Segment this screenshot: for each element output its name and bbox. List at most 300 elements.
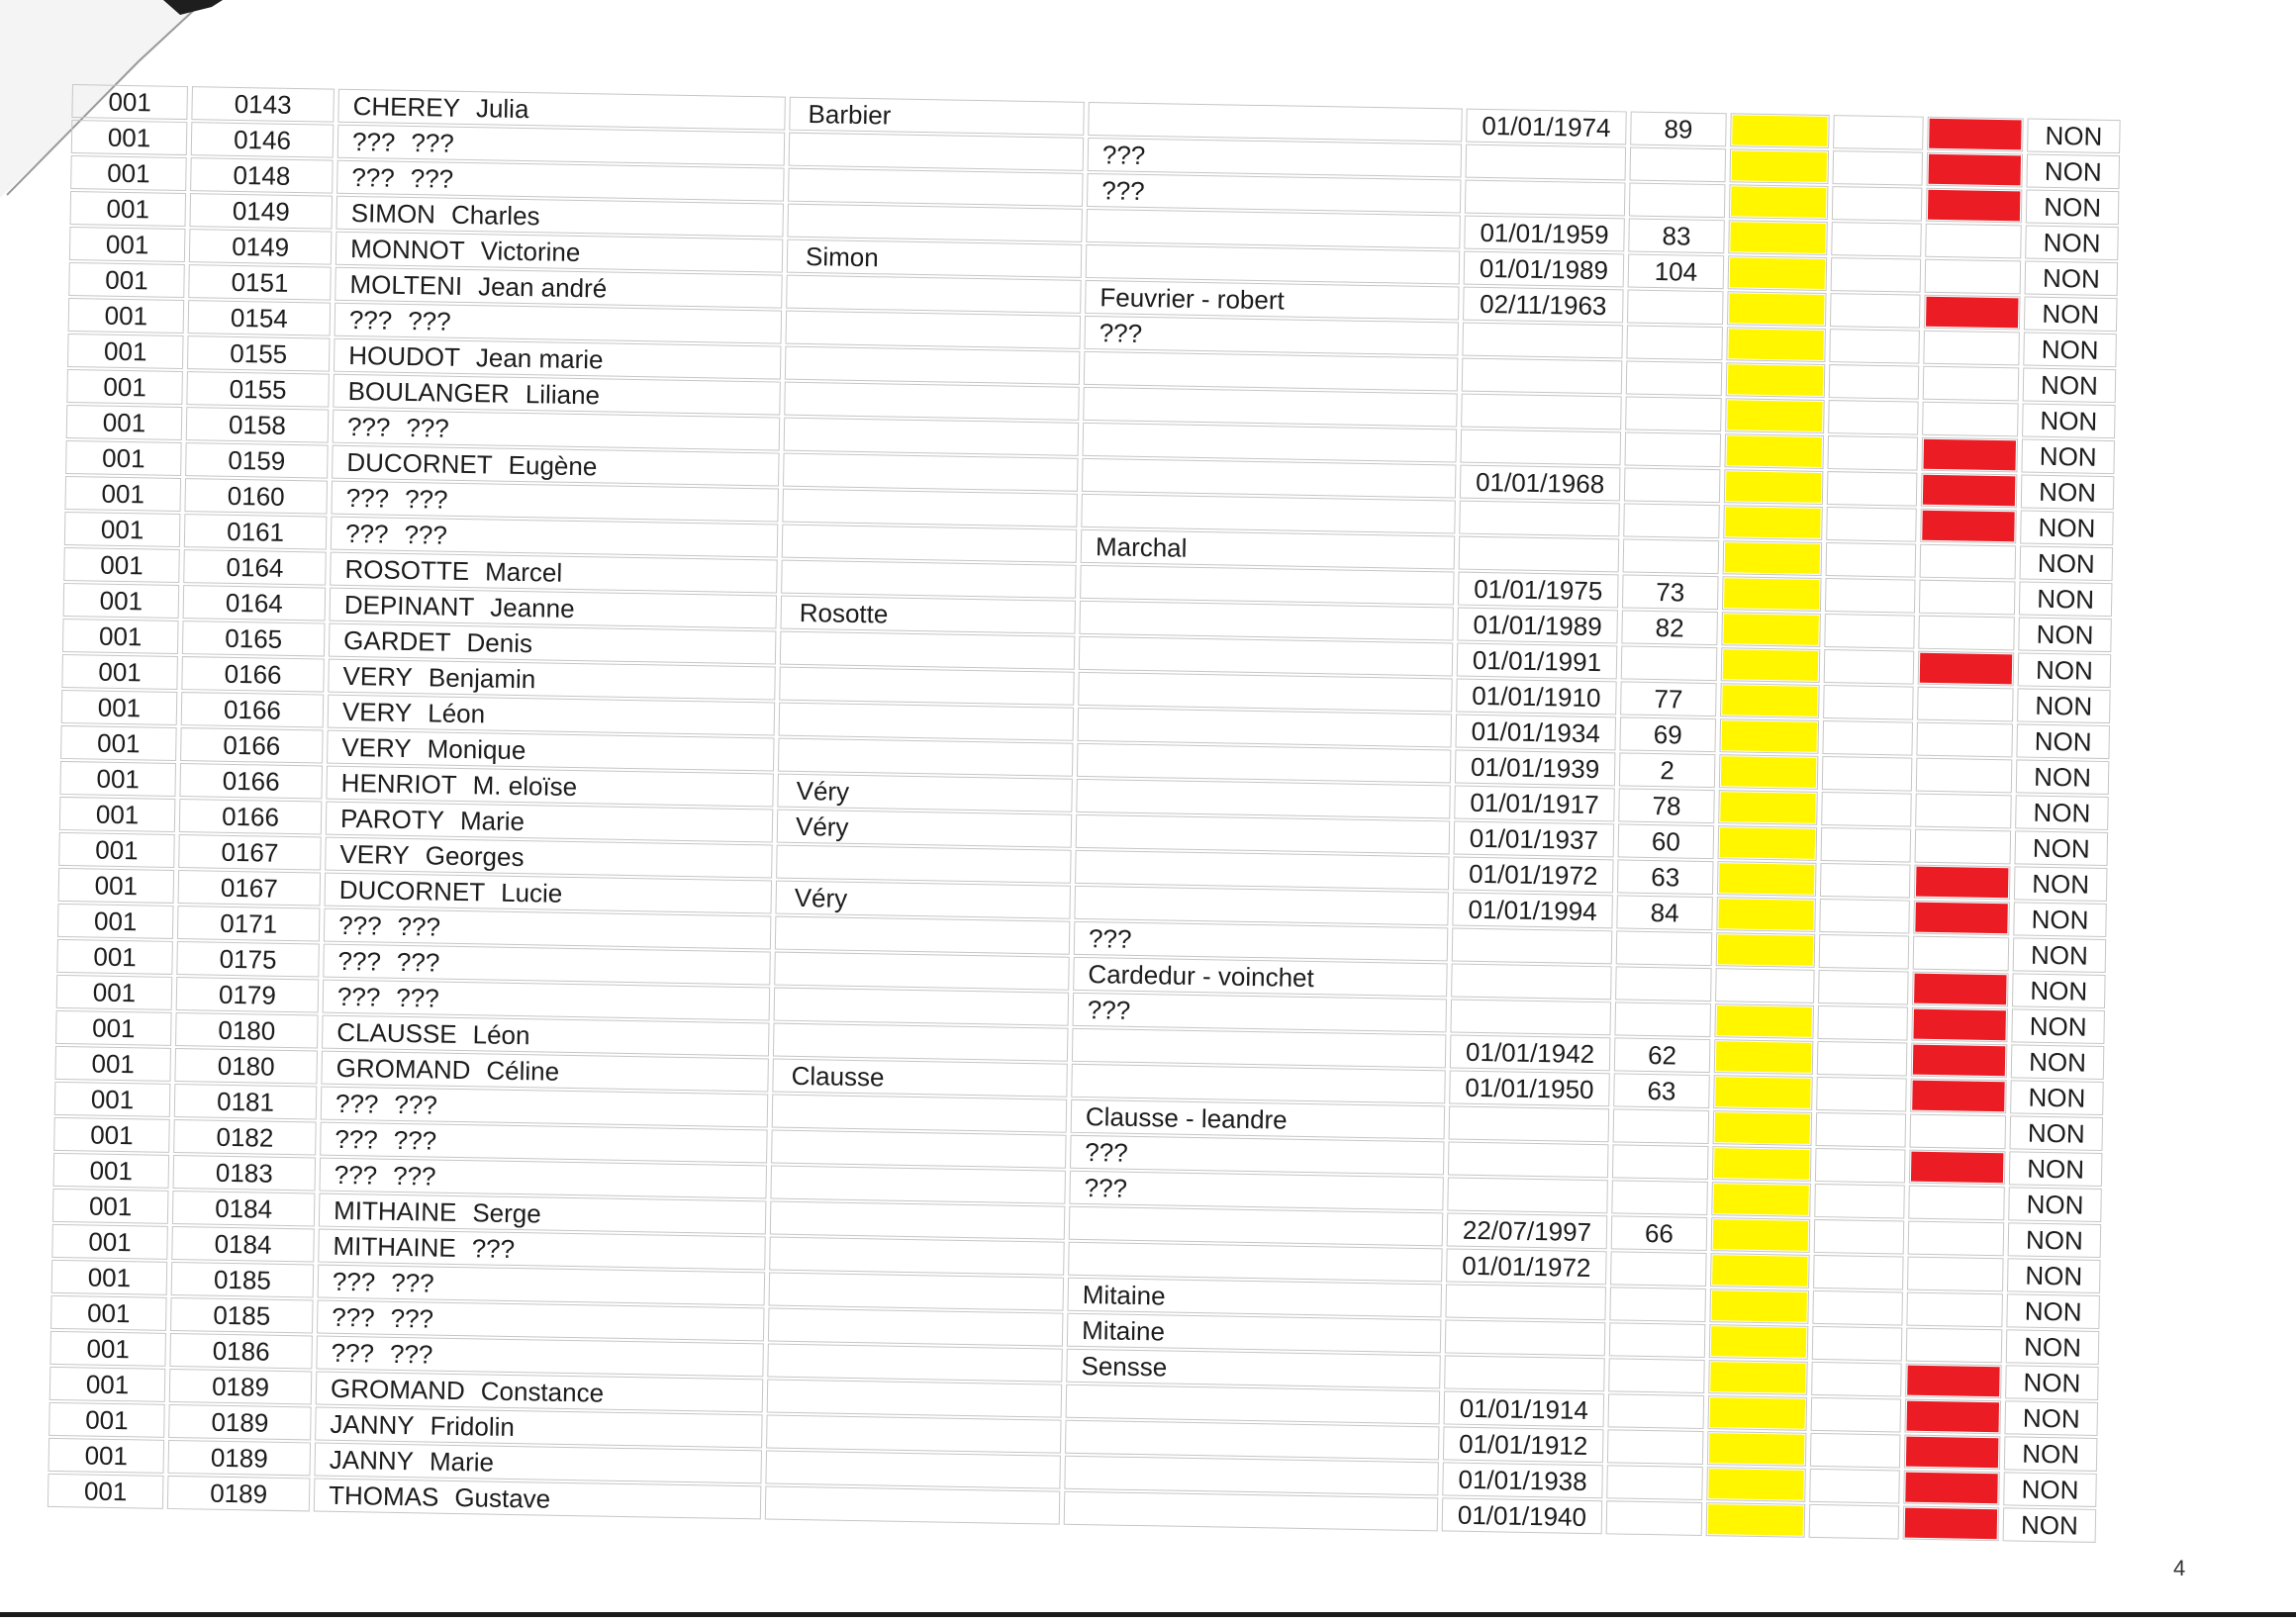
- status-cell: NON: [2014, 866, 2108, 902]
- yellow-marker: [1713, 1184, 1809, 1215]
- record-number-cell: 0184: [171, 1226, 315, 1263]
- spouse-name-cell: [786, 311, 1082, 349]
- first-name: Marie: [429, 1446, 495, 1478]
- first-name: ???: [391, 1267, 434, 1298]
- yellow-marker-cell: [1709, 1324, 1809, 1360]
- section-code-cell: 001: [59, 797, 176, 832]
- red-marker-cell: [1904, 1435, 2001, 1471]
- yellow-marker-cell: [1706, 1502, 1806, 1538]
- status-cell: NON: [2004, 1436, 2098, 1472]
- yellow-marker-cell: [1708, 1395, 1808, 1431]
- status-cell: NON: [2006, 1329, 2100, 1365]
- last-name: JANNY: [330, 1408, 415, 1441]
- spouse-name-cell: [768, 1308, 1064, 1347]
- blank-cell: [1831, 257, 1922, 293]
- yellow-marker-cell: [1729, 184, 1829, 220]
- yellow-marker-cell: [1707, 1431, 1807, 1467]
- family-reference-cell: [1064, 1456, 1439, 1496]
- age-cell: [1616, 930, 1713, 966]
- section-code-cell: 001: [65, 440, 182, 476]
- date-cell: [1459, 536, 1620, 573]
- spouse-name-cell: [766, 1414, 1062, 1453]
- last-name: GARDET: [342, 624, 451, 657]
- yellow-marker: [1725, 507, 1821, 538]
- first-name: Georges: [425, 840, 525, 873]
- last-name: GROMAND: [330, 1373, 466, 1406]
- yellow-marker-cell: [1726, 327, 1826, 362]
- date-cell: 01/01/1939: [1455, 750, 1616, 787]
- status-cell: NON: [2021, 438, 2115, 474]
- status-cell: NON: [2022, 403, 2116, 438]
- yellow-marker-cell: [1727, 291, 1827, 327]
- family-reference-cell: Cardedur - voinchet: [1073, 957, 1448, 998]
- status-cell: NON: [2011, 1008, 2105, 1044]
- red-marker-cell: [1926, 188, 2023, 224]
- red-marker-cell: [1916, 758, 2013, 794]
- blank-cell: [1827, 471, 1918, 507]
- status-cell: NON: [2026, 154, 2120, 190]
- date-cell: 01/01/1950: [1449, 1070, 1610, 1106]
- blank-cell: [1821, 792, 1912, 827]
- first-name: Lucie: [500, 877, 563, 908]
- spouse-name-cell: [773, 1023, 1069, 1062]
- blank-cell: [1820, 863, 1911, 899]
- last-name: CLAUSSE: [336, 1016, 457, 1049]
- status-cell: NON: [2010, 1080, 2104, 1115]
- first-name: Liliane: [525, 379, 601, 411]
- yellow-marker: [1710, 1362, 1806, 1393]
- spouse-name-cell: Véry: [775, 881, 1071, 919]
- yellow-marker-cell: [1726, 362, 1826, 398]
- age-cell: 89: [1630, 112, 1727, 147]
- red-marker: [1905, 1473, 1998, 1504]
- yellow-marker: [1725, 542, 1821, 574]
- date-cell: 01/01/1912: [1443, 1426, 1604, 1463]
- status-cell: NON: [2018, 652, 2112, 688]
- yellow-marker: [1726, 471, 1822, 503]
- date-cell: 01/01/1991: [1457, 643, 1618, 680]
- last-name: ???: [351, 161, 396, 193]
- blank-cell: [1814, 1219, 1905, 1255]
- first-name: ???: [471, 1233, 516, 1265]
- age-cell: 69: [1619, 716, 1716, 752]
- yellow-marker: [1729, 293, 1825, 325]
- red-marker-cell: [1904, 1399, 2001, 1435]
- blank-cell: [1810, 1397, 1901, 1433]
- blank-cell: [1823, 685, 1914, 720]
- first-name: ???: [394, 1089, 438, 1120]
- red-marker-cell: [1906, 1292, 2003, 1328]
- record-number-cell: 0149: [189, 193, 333, 230]
- first-name: ???: [396, 982, 439, 1013]
- yellow-marker: [1718, 934, 1814, 966]
- section-code-cell: 001: [49, 1331, 166, 1367]
- record-number-cell: 0166: [179, 763, 323, 800]
- spouse-name-cell: [784, 382, 1080, 421]
- family-reference-cell: [1072, 1028, 1447, 1069]
- first-name: Jean marie: [475, 342, 604, 375]
- red-marker: [1905, 1508, 1998, 1540]
- last-name: DEPINANT: [343, 589, 475, 622]
- family-reference-cell: [1083, 387, 1458, 428]
- yellow-marker-cell: [1730, 148, 1830, 184]
- age-cell: [1615, 966, 1712, 1002]
- yellow-marker: [1722, 685, 1818, 716]
- age-cell: [1607, 1429, 1704, 1465]
- spouse-name-cell: [767, 1379, 1063, 1417]
- date-cell: 01/01/1910: [1456, 679, 1617, 716]
- section-code-cell: 001: [55, 1010, 172, 1046]
- last-name: ???: [332, 1266, 376, 1297]
- status-cell: NON: [2025, 260, 2119, 296]
- blank-cell: [1824, 649, 1915, 685]
- yellow-marker: [1710, 1397, 1806, 1429]
- spouse-name-cell: Simon: [787, 239, 1083, 278]
- first-name: M. eloïse: [472, 770, 578, 803]
- record-number-cell: 0171: [177, 906, 321, 942]
- record-number-cell: 0164: [183, 549, 327, 586]
- status-cell: NON: [2004, 1400, 2098, 1436]
- first-name: ???: [390, 1302, 434, 1334]
- last-name: THOMAS: [328, 1480, 439, 1512]
- blank-cell: [1811, 1362, 1902, 1397]
- spouse-name-cell: [788, 168, 1084, 207]
- yellow-marker: [1731, 186, 1827, 218]
- spouse-name-cell: [769, 1237, 1065, 1276]
- last-name: VERY: [339, 838, 411, 871]
- red-marker-cell: [1909, 1150, 2006, 1186]
- section-code-cell: 001: [66, 369, 183, 405]
- yellow-marker: [1708, 1469, 1804, 1500]
- first-name: Charles: [450, 199, 540, 232]
- section-code-cell: 001: [71, 120, 188, 155]
- family-reference-cell: [1084, 351, 1459, 392]
- status-cell: NON: [2003, 1507, 2097, 1543]
- date-cell: 01/01/1937: [1454, 821, 1615, 858]
- record-number-cell: 0149: [189, 229, 333, 265]
- date-cell: [1451, 963, 1612, 1000]
- record-number-cell: 0143: [191, 86, 335, 123]
- first-name: Léon: [472, 1019, 530, 1051]
- date-cell: 01/01/1994: [1452, 893, 1613, 929]
- status-cell: NON: [2005, 1365, 2099, 1400]
- date-cell: [1447, 1177, 1608, 1213]
- spouse-name-cell: [778, 738, 1074, 777]
- date-cell: [1461, 430, 1622, 466]
- red-marker-cell: [1926, 152, 2023, 188]
- blank-cell: [1831, 222, 1922, 257]
- family-reference-cell: [1078, 708, 1453, 748]
- family-reference-cell: [1074, 886, 1449, 926]
- yellow-marker: [1714, 1148, 1810, 1180]
- blank-cell: [1827, 435, 1918, 471]
- date-cell: 01/01/1917: [1454, 786, 1615, 822]
- section-code-cell: 001: [59, 761, 176, 797]
- family-reference-cell: ???: [1069, 1171, 1444, 1211]
- first-name: ???: [396, 946, 440, 978]
- family-reference-cell: [1071, 1064, 1446, 1104]
- date-cell: [1461, 394, 1622, 430]
- family-reference-cell: [1079, 601, 1454, 641]
- section-code-cell: 001: [64, 476, 181, 512]
- status-cell: NON: [2012, 973, 2106, 1008]
- section-code-cell: 001: [54, 1082, 171, 1117]
- record-number-cell: 0166: [180, 727, 324, 764]
- age-cell: 82: [1621, 610, 1718, 645]
- last-name: DUCORNET: [346, 446, 493, 480]
- record-number-cell: 0183: [173, 1155, 317, 1192]
- yellow-marker: [1715, 1077, 1811, 1108]
- family-reference-cell: [1078, 672, 1453, 713]
- yellow-marker-cell: [1716, 932, 1816, 968]
- family-reference-cell: Sensse: [1066, 1349, 1441, 1389]
- yellow-marker: [1723, 614, 1819, 645]
- date-cell: 01/01/1914: [1444, 1390, 1605, 1427]
- first-name: Jean andré: [477, 271, 608, 304]
- red-marker-cell: [1923, 331, 2020, 366]
- last-name: CHEREY: [352, 90, 461, 123]
- last-name: MOLTENI: [349, 268, 463, 301]
- spouse-name-cell: [786, 275, 1082, 314]
- red-marker-cell: [1925, 224, 2022, 259]
- section-code-cell: 001: [62, 619, 179, 654]
- red-marker-cell: [1910, 1114, 2007, 1150]
- last-name: VERY: [341, 731, 412, 764]
- red-marker-cell: [1903, 1506, 2000, 1542]
- section-code-cell: 001: [56, 975, 173, 1010]
- date-cell: 01/01/1968: [1460, 465, 1621, 502]
- red-marker-cell: [1916, 722, 2013, 758]
- section-code-cell: 001: [63, 547, 180, 583]
- yellow-marker: [1718, 899, 1814, 930]
- red-marker-cell: [1915, 829, 2012, 865]
- red-marker-cell: [1920, 509, 2017, 544]
- family-reference-cell: [1069, 1206, 1444, 1247]
- red-marker-cell: [1910, 1079, 2007, 1114]
- record-number-cell: 0151: [188, 264, 332, 301]
- red-marker-cell: [1905, 1364, 2002, 1399]
- red-marker-cell: [1913, 936, 2010, 972]
- status-cell: NON: [2013, 937, 2107, 973]
- status-cell: NON: [2027, 119, 2121, 154]
- red-marker-cell: [1914, 865, 2011, 901]
- blank-cell: [1832, 186, 1923, 222]
- section-code-cell: 001: [51, 1224, 168, 1260]
- blank-cell: [1822, 756, 1913, 792]
- date-cell: 01/01/1959: [1464, 216, 1625, 252]
- yellow-marker: [1716, 1041, 1812, 1073]
- record-number-cell: 0186: [169, 1333, 313, 1370]
- status-cell: NON: [2018, 617, 2112, 652]
- record-number-cell: 0155: [187, 335, 331, 372]
- blank-cell: [1833, 115, 1924, 150]
- first-name: ???: [392, 1160, 436, 1192]
- last-name: SIMON: [350, 197, 436, 230]
- status-cell: NON: [2008, 1222, 2102, 1258]
- first-name: ???: [397, 910, 441, 942]
- spouse-name-cell: Barbier: [789, 97, 1085, 136]
- red-marker-cell: [1920, 544, 2017, 580]
- age-cell: [1624, 431, 1721, 467]
- red-marker-cell: [1923, 366, 2020, 402]
- yellow-marker-cell: [1711, 1217, 1811, 1253]
- age-cell: [1621, 645, 1718, 681]
- first-name: ???: [393, 1124, 437, 1156]
- blank-cell: [1814, 1184, 1905, 1219]
- blank-cell: [1810, 1433, 1901, 1469]
- yellow-marker-cell: [1718, 825, 1818, 861]
- record-number-cell: 0185: [170, 1297, 314, 1334]
- last-name: HOUDOT: [347, 339, 461, 372]
- blank-cell: [1830, 293, 1921, 329]
- last-name: BOULANGER: [347, 375, 511, 409]
- record-number-cell: 0189: [167, 1476, 311, 1512]
- last-name: MONNOT: [349, 233, 465, 265]
- yellow-marker-cell: [1730, 113, 1830, 148]
- family-reference-cell: ???: [1070, 1135, 1445, 1176]
- age-cell: [1611, 1180, 1708, 1215]
- yellow-marker: [1724, 578, 1820, 610]
- yellow-marker: [1730, 257, 1826, 289]
- first-name: Marie: [459, 805, 526, 837]
- yellow-marker: [1708, 1504, 1804, 1536]
- section-code-cell: 001: [48, 1402, 165, 1438]
- spouse-name-cell: [783, 453, 1079, 492]
- section-code-cell: 001: [68, 298, 185, 334]
- age-cell: [1610, 1251, 1707, 1287]
- last-name: HENRIOT: [340, 767, 457, 800]
- age-cell: [1612, 1144, 1709, 1180]
- red-marker: [1923, 475, 2016, 507]
- first-name: Marcel: [484, 556, 563, 588]
- family-reference-cell: Mitaine: [1067, 1313, 1442, 1354]
- yellow-marker: [1727, 400, 1823, 431]
- first-name: ???: [407, 305, 451, 336]
- spouse-name-cell: [770, 1201, 1066, 1240]
- status-cell: NON: [2023, 332, 2117, 367]
- status-cell: NON: [2015, 795, 2109, 830]
- record-number-cell: 0161: [184, 514, 328, 550]
- family-reference-cell: ???: [1074, 921, 1449, 962]
- blank-cell: [1824, 614, 1915, 649]
- first-name: Monique: [427, 733, 526, 766]
- blank-cell: [1826, 507, 1917, 542]
- date-cell: [1466, 144, 1627, 181]
- yellow-marker-cell: [1725, 398, 1825, 433]
- blank-cell: [1828, 400, 1919, 435]
- spouse-name-cell: [782, 525, 1078, 563]
- spouse-name-cell: [784, 418, 1080, 456]
- spouse-name-cell: [774, 988, 1070, 1026]
- date-cell: 01/01/1972: [1453, 857, 1614, 894]
- first-name: Benjamin: [428, 662, 536, 695]
- yellow-marker-cell: [1706, 1467, 1806, 1502]
- spouse-name-cell: Véry: [777, 810, 1073, 848]
- spouse-name-cell: [781, 560, 1077, 599]
- date-cell: [1445, 1284, 1606, 1320]
- age-cell: [1625, 396, 1722, 431]
- record-number-cell: 0181: [174, 1084, 318, 1120]
- red-marker: [1907, 1366, 2000, 1397]
- date-cell: 01/01/1972: [1446, 1248, 1607, 1285]
- section-code-cell: 001: [66, 405, 183, 440]
- family-reference-cell: [1079, 636, 1454, 677]
- spouse-name-cell: [779, 667, 1075, 706]
- yellow-marker-cell: [1720, 683, 1820, 718]
- yellow-marker-cell: [1717, 861, 1817, 897]
- yellow-marker: [1723, 649, 1819, 681]
- section-code-cell: 001: [58, 832, 175, 868]
- blank-cell: [1819, 899, 1910, 934]
- family-reference-cell: [1075, 850, 1450, 891]
- section-code-cell: 001: [53, 1117, 170, 1153]
- age-cell: 104: [1628, 254, 1725, 290]
- age-cell: [1627, 289, 1724, 325]
- yellow-marker-cell: [1708, 1360, 1808, 1395]
- spouse-name-cell: [769, 1273, 1065, 1311]
- first-name: Jeanne: [490, 592, 575, 623]
- blank-cell: [1829, 329, 1920, 364]
- yellow-marker: [1713, 1219, 1809, 1251]
- section-code-cell: 001: [54, 1046, 171, 1082]
- yellow-marker: [1728, 364, 1824, 396]
- yellow-marker: [1712, 1255, 1808, 1287]
- spouse-name-cell: [765, 1485, 1061, 1524]
- first-name: ???: [404, 483, 448, 515]
- date-cell: 01/01/1938: [1442, 1462, 1603, 1498]
- date-cell: [1449, 1105, 1610, 1142]
- spouse-name-cell: [776, 845, 1072, 884]
- spouse-name-cell: [775, 916, 1071, 955]
- last-name: JANNY: [329, 1444, 415, 1477]
- blank-cell: [1817, 1005, 1908, 1041]
- status-cell: NON: [2020, 510, 2114, 545]
- record-number-cell: 0182: [173, 1119, 317, 1156]
- date-cell: [1444, 1355, 1605, 1391]
- red-marker-cell: [1907, 1257, 2004, 1292]
- family-reference-cell: ???: [1088, 138, 1463, 178]
- red-marker-cell: [1915, 794, 2012, 829]
- spouse-name-cell: [767, 1343, 1063, 1382]
- family-reference-cell: Feuvrier - robert: [1085, 280, 1460, 321]
- record-number-cell: 0166: [179, 799, 323, 835]
- red-marker: [1929, 119, 2022, 150]
- first-name: Eugène: [508, 449, 598, 482]
- record-number-cell: 0155: [186, 371, 330, 408]
- section-code-cell: 001: [56, 939, 173, 975]
- date-cell: 02/11/1963: [1463, 287, 1624, 324]
- yellow-marker: [1720, 827, 1816, 859]
- family-reference-cell: Mitaine: [1067, 1278, 1442, 1318]
- first-name: Constance: [480, 1376, 605, 1408]
- first-name: ???: [411, 128, 455, 158]
- family-reference-cell: [1081, 494, 1456, 534]
- yellow-marker-cell: [1716, 897, 1816, 932]
- yellow-marker-cell: [1718, 790, 1818, 825]
- date-cell: 01/01/1989: [1464, 251, 1625, 288]
- yellow-marker: [1709, 1433, 1805, 1465]
- red-marker-cell: [1917, 687, 2014, 722]
- yellow-marker-cell: [1713, 1110, 1813, 1146]
- age-cell: [1606, 1465, 1703, 1500]
- yellow-marker-cell: [1721, 647, 1821, 683]
- yellow-marker-cell: [1719, 718, 1819, 754]
- red-marker: [1907, 1401, 2000, 1433]
- age-cell: [1623, 538, 1720, 574]
- spouse-name-cell: Rosotte: [780, 596, 1076, 634]
- person-name-cell: [314, 1479, 762, 1520]
- red-marker: [1928, 190, 2021, 222]
